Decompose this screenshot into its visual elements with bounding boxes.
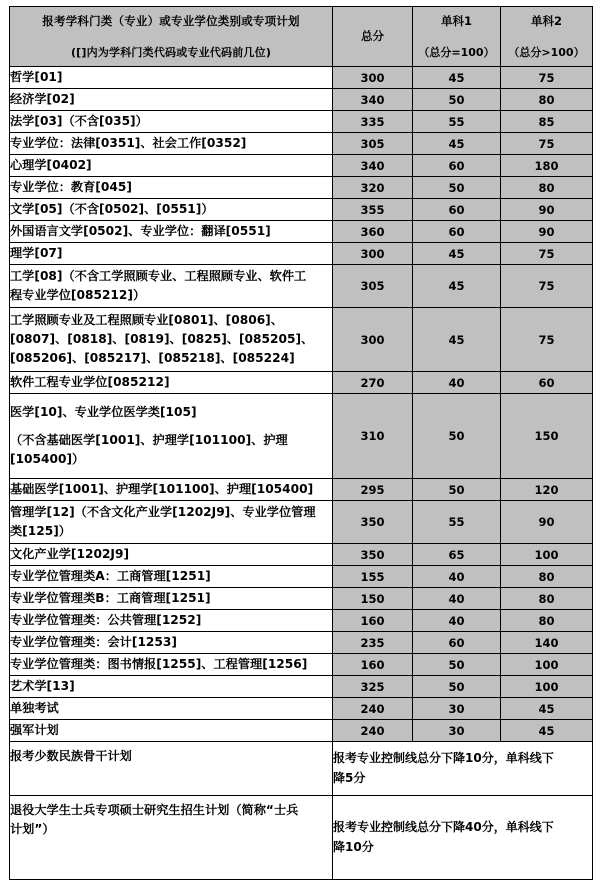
cell-single2: 150 bbox=[501, 394, 593, 479]
subject-line: 专业学位管理类B：工商管理[1251] bbox=[10, 590, 211, 605]
subject-line: 心理学[0402] bbox=[10, 157, 92, 172]
cell-subject bbox=[10, 610, 333, 632]
subject-line: 基础医学[1001]、护理学[101100]、护理[105400] bbox=[10, 481, 314, 496]
table-row bbox=[10, 221, 593, 243]
subject-line: 工学照顾专业及工程照顾专业[0801]、[0806]、 bbox=[10, 312, 283, 327]
cell-single1: 30 bbox=[413, 720, 501, 742]
header-single2-gap bbox=[501, 32, 592, 41]
cell-subject bbox=[10, 221, 333, 243]
cell-total: 300 bbox=[333, 243, 413, 265]
cell-total: 150 bbox=[333, 588, 413, 610]
subject-line: 管理学[12]（不含文化产业学[1202J9]、专业学位管理 bbox=[10, 504, 316, 519]
cell-subject bbox=[10, 67, 333, 89]
table-row bbox=[10, 610, 593, 632]
table-row bbox=[10, 566, 593, 588]
cell-total: 335 bbox=[333, 111, 413, 133]
cell-single1: 50 bbox=[413, 654, 501, 676]
cell-single1: 50 bbox=[413, 177, 501, 199]
header-cell-subject bbox=[10, 7, 333, 67]
cell-single2: 80 bbox=[501, 588, 593, 610]
cell-single2: 80 bbox=[501, 610, 593, 632]
subject-line: 文化产业学[1202J9] bbox=[10, 546, 130, 561]
cell-total: 350 bbox=[333, 501, 413, 544]
cell-subject bbox=[10, 742, 333, 796]
cell-single2: 140 bbox=[501, 632, 593, 654]
cell-total: 295 bbox=[333, 479, 413, 501]
cell-total: 160 bbox=[333, 610, 413, 632]
cell-single1: 50 bbox=[413, 479, 501, 501]
cell-single2: 90 bbox=[501, 199, 593, 221]
cell-subject bbox=[10, 796, 333, 880]
cell-single1: 45 bbox=[413, 133, 501, 155]
header-subject-gap bbox=[10, 32, 332, 41]
cell-subject bbox=[10, 698, 333, 720]
subject-line: 单独考试 bbox=[10, 700, 59, 715]
table-header bbox=[10, 7, 593, 67]
header-single1-line1: 单科1 bbox=[440, 13, 472, 28]
cell-single2: 85 bbox=[501, 111, 593, 133]
cell-single1: 60 bbox=[413, 221, 501, 243]
cell-single1: 50 bbox=[413, 89, 501, 111]
cell-single2: 100 bbox=[501, 654, 593, 676]
subject-line: [0807]、[0818]、[0819]、[0825]、[085205]、 bbox=[10, 331, 314, 346]
cell-policy-note bbox=[333, 796, 593, 880]
subject-line: 哲学[01] bbox=[10, 69, 63, 84]
cell-single1: 55 bbox=[413, 501, 501, 544]
cell-single2: 90 bbox=[501, 221, 593, 243]
subject-line: 专业学位：法律[0351]、社会工作[0352] bbox=[10, 135, 247, 150]
cell-subject bbox=[10, 133, 333, 155]
cell-single2: 90 bbox=[501, 501, 593, 544]
table-row bbox=[10, 632, 593, 654]
cell-single2: 75 bbox=[501, 308, 593, 372]
subject-line: 理学[07] bbox=[10, 245, 63, 260]
header-subject-line2: ([]内为学科门类代码或专业代码前几位) bbox=[70, 45, 272, 59]
subject-line: 专业学位管理类：公共管理[1252] bbox=[10, 612, 202, 627]
cell-single1: 40 bbox=[413, 566, 501, 588]
table-note-row bbox=[10, 742, 593, 796]
table-row bbox=[10, 720, 593, 742]
table-row bbox=[10, 133, 593, 155]
cell-subject bbox=[10, 111, 333, 133]
cell-total: 360 bbox=[333, 221, 413, 243]
subject-line: 经济学[02] bbox=[10, 91, 75, 106]
cell-subject bbox=[10, 676, 333, 698]
table-body bbox=[10, 67, 593, 880]
cell-subject bbox=[10, 544, 333, 566]
cell-total: 320 bbox=[333, 177, 413, 199]
table-row bbox=[10, 308, 593, 372]
cell-single2: 80 bbox=[501, 566, 593, 588]
header-single2-line1: 单科2 bbox=[530, 13, 562, 28]
cell-single2: 100 bbox=[501, 676, 593, 698]
table-row bbox=[10, 654, 593, 676]
cell-total: 310 bbox=[333, 394, 413, 479]
cell-subject bbox=[10, 265, 333, 308]
note-line: 降10分 bbox=[333, 839, 374, 854]
table-row bbox=[10, 265, 593, 308]
table-row bbox=[10, 111, 593, 133]
cell-subject bbox=[10, 654, 333, 676]
table-note-row bbox=[10, 796, 593, 880]
cell-single2: 80 bbox=[501, 177, 593, 199]
cell-subject bbox=[10, 394, 333, 479]
cell-subject bbox=[10, 243, 333, 265]
table-row bbox=[10, 177, 593, 199]
cell-single1: 60 bbox=[413, 632, 501, 654]
cell-subject bbox=[10, 308, 333, 372]
cell-single1: 45 bbox=[413, 67, 501, 89]
cell-single2: 75 bbox=[501, 133, 593, 155]
cell-subject bbox=[10, 479, 333, 501]
table-row bbox=[10, 501, 593, 544]
cell-single1: 65 bbox=[413, 544, 501, 566]
subject-line: 法学[03]（不含[035]） bbox=[10, 113, 148, 128]
subject-line: 工学[08]（不含工学照顾专业、工程照顾专业、软件工 bbox=[10, 268, 307, 283]
header-single1-gap bbox=[413, 32, 500, 41]
cell-total: 240 bbox=[333, 720, 413, 742]
cell-single2: 45 bbox=[501, 698, 593, 720]
header-single2-line2: （总分>100） bbox=[508, 45, 585, 59]
cell-subject bbox=[10, 372, 333, 394]
cell-single2: 75 bbox=[501, 265, 593, 308]
cell-total: 155 bbox=[333, 566, 413, 588]
table-row bbox=[10, 243, 593, 265]
cell-total: 240 bbox=[333, 698, 413, 720]
table-row bbox=[10, 394, 593, 479]
cell-single1: 50 bbox=[413, 394, 501, 479]
subject-line: 医学[10]、专业学位医学类[105] bbox=[10, 404, 197, 419]
table-row bbox=[10, 89, 593, 111]
cell-subject bbox=[10, 588, 333, 610]
header-cell-single2 bbox=[501, 7, 593, 67]
cell-policy-note bbox=[333, 742, 593, 796]
note-line: 报考专业控制线总分下降40分，单科线下 bbox=[333, 820, 554, 835]
note-line: 报考专业控制线总分下降10分，单科线下 bbox=[333, 751, 554, 766]
cell-subject bbox=[10, 89, 333, 111]
cell-single1: 55 bbox=[413, 111, 501, 133]
cell-single2: 100 bbox=[501, 544, 593, 566]
subject-line: 强军计划 bbox=[10, 722, 59, 737]
table-row bbox=[10, 67, 593, 89]
cell-subject bbox=[10, 632, 333, 654]
cell-subject bbox=[10, 199, 333, 221]
subject-line: 专业学位：教育[045] bbox=[10, 179, 132, 194]
cell-total: 270 bbox=[333, 372, 413, 394]
cell-subject bbox=[10, 155, 333, 177]
subject-line-blank bbox=[10, 422, 332, 431]
subject-line: 软件工程专业学位[085212] bbox=[10, 374, 170, 389]
note-line: 降5分 bbox=[333, 770, 366, 785]
subject-line: 文学[05]（不含[0502]、[0551]） bbox=[10, 201, 214, 216]
cell-total: 235 bbox=[333, 632, 413, 654]
header-subject-line1: 报考学科门类（专业）或专业学位类别或专项计划 bbox=[42, 13, 300, 28]
subject-line: 类[125]） bbox=[10, 524, 71, 538]
table-row bbox=[10, 544, 593, 566]
table-row bbox=[10, 676, 593, 698]
cell-subject bbox=[10, 720, 333, 742]
table-header-row bbox=[10, 7, 593, 67]
table-row bbox=[10, 155, 593, 177]
cell-subject bbox=[10, 177, 333, 199]
cell-total: 305 bbox=[333, 265, 413, 308]
subject-line: 报考少数民族骨干计划 bbox=[10, 749, 132, 763]
subject-line: 退役大学生士兵专项硕士研究生招生计划（简称“士兵 bbox=[10, 803, 299, 817]
subject-line: 程专业学位[085212]） bbox=[10, 288, 146, 302]
cell-total: 350 bbox=[333, 544, 413, 566]
cell-single2: 75 bbox=[501, 67, 593, 89]
cell-total: 340 bbox=[333, 89, 413, 111]
table-row bbox=[10, 698, 593, 720]
cell-single2: 180 bbox=[501, 155, 593, 177]
cell-single1: 45 bbox=[413, 308, 501, 372]
subject-line: （不含基础医学[1001]、护理学[101100]、护理 bbox=[10, 432, 288, 447]
cell-total: 355 bbox=[333, 199, 413, 221]
cell-subject bbox=[10, 566, 333, 588]
subject-line: [085206]、[085217]、[085218]、[085224] bbox=[10, 351, 295, 366]
subject-line: 专业学位管理类A：工商管理[1251] bbox=[10, 568, 211, 583]
cell-total: 325 bbox=[333, 676, 413, 698]
cell-single1: 50 bbox=[413, 676, 501, 698]
subject-line: 专业学位管理类：会计[1253] bbox=[10, 634, 177, 649]
cell-single2: 60 bbox=[501, 372, 593, 394]
score-threshold-table bbox=[9, 6, 593, 880]
subject-line: 外国语言文学[0502]、专业学位：翻译[0551] bbox=[10, 223, 271, 238]
cell-total: 160 bbox=[333, 654, 413, 676]
header-single1-line2: （总分=100） bbox=[418, 45, 495, 59]
table-row bbox=[10, 479, 593, 501]
cell-single2: 120 bbox=[501, 479, 593, 501]
cell-single1: 40 bbox=[413, 588, 501, 610]
cell-single1: 60 bbox=[413, 199, 501, 221]
cell-total: 305 bbox=[333, 133, 413, 155]
cell-single1: 45 bbox=[413, 243, 501, 265]
subject-line: [105400]） bbox=[10, 452, 85, 467]
subject-line: 计划”） bbox=[10, 822, 55, 837]
cell-single2: 80 bbox=[501, 89, 593, 111]
cell-single2: 45 bbox=[501, 720, 593, 742]
cell-subject bbox=[10, 501, 333, 544]
header-cell-total: 总分 bbox=[333, 7, 413, 67]
cell-single1: 40 bbox=[413, 610, 501, 632]
subject-line: 艺术学[13] bbox=[10, 678, 75, 693]
table-row bbox=[10, 199, 593, 221]
cell-total: 300 bbox=[333, 67, 413, 89]
cell-single1: 60 bbox=[413, 155, 501, 177]
header-cell-single1 bbox=[413, 7, 501, 67]
subject-line: 专业学位管理类：图书情报[1255]、工程管理[1256] bbox=[10, 656, 308, 671]
cell-total: 300 bbox=[333, 308, 413, 372]
cell-single1: 30 bbox=[413, 698, 501, 720]
cell-single1: 45 bbox=[413, 265, 501, 308]
table-row bbox=[10, 372, 593, 394]
cell-total: 340 bbox=[333, 155, 413, 177]
table-row bbox=[10, 588, 593, 610]
cell-single2: 75 bbox=[501, 243, 593, 265]
cell-single1: 40 bbox=[413, 372, 501, 394]
